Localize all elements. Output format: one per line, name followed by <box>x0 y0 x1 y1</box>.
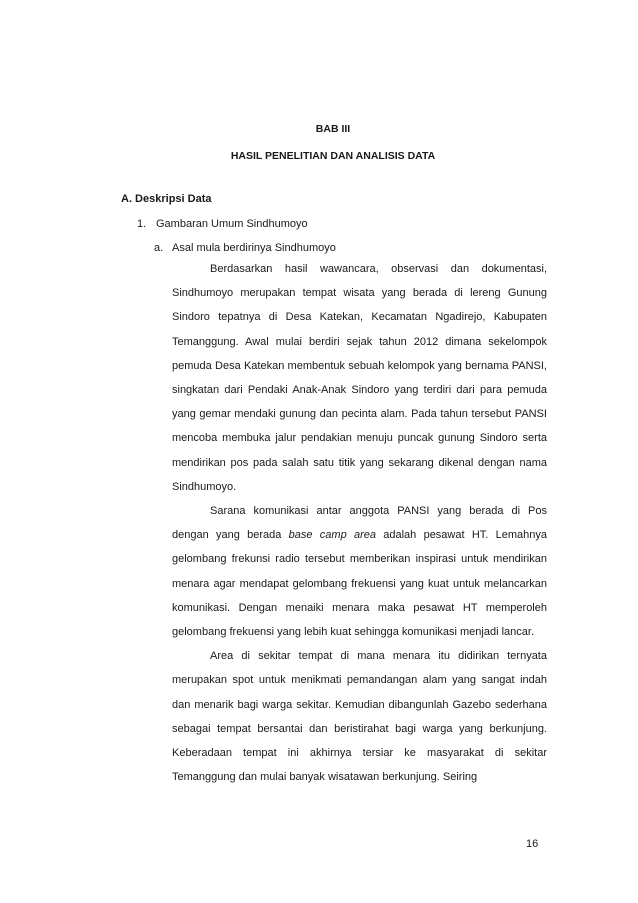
subsection-title: Gambaran Umum Sindhumoyo <box>156 218 308 230</box>
italic-term: base camp area <box>288 529 376 542</box>
paragraph <box>172 499 547 644</box>
paragraph: Berdasarkan hasil wawancara, observasi dan dokumentasi, Sindhumoyo merupakan tempat wisata yang berada di lereng Gunung Sindoro tepatnya di Desa Katekan, Kecamatan Ngadirejo, Kabupaten Temanggung. Awal mulai berdiri sejak tahun 2012 dimana sekelompok pemuda Desa Katekan membentuk sebuah kelompok yang bernama PANSI, singkatan dari Pendaki Anak-Anak Sindoro yang terdiri dari para pemuda yang gemar mendaki gunung dan pecinta alam. Pada tahun tersebut PANSI mencoba membuka jalur pendakian menuju puncak gunung Sindoro serta mendirikan pos pada salah satu titik yang sekarang dikenal dengan nama Sindhumoyo. <box>172 263 547 493</box>
section-heading: A. Deskripsi Data <box>121 193 212 205</box>
subsection-heading <box>137 218 308 230</box>
subsubsection-heading <box>154 242 336 254</box>
paragraph-text: Sarana komunikasi antar anggota PANSI yang berada di Pos dengan yang berada <box>172 505 547 542</box>
body-text <box>172 257 547 789</box>
paragraph: Area di sekitar tempat di mana menara itu didirikan ternyata merupakan spot untuk menikmati pemandangan alam yang sangat indah dan menarik bagi warga sekitar. Kemudian dibangunlah Gazebo sederhana sebagai tempat bersantai dan beristirahat bagi warga yang berkunjung. Keberadaan tempat ini akhirnya tersiar ke masyarakat di sekitar Temanggung dan mulai banyak wisatawan berkunjung. Seiring <box>172 650 547 784</box>
subsubsection-letter: a. <box>154 242 164 254</box>
chapter-title: HASIL PENELITIAN DAN ANALISIS DATA <box>230 150 436 162</box>
subsubsection-title: Asal mula berdirinya Sindhumoyo <box>172 242 336 254</box>
chapter-number: BAB III <box>315 123 351 135</box>
paragraph-text: adalah pesawat HT. Lemahnya gelombang frekunsi radio tersebut memberikan inspirasi untuk mendirikan menara agar mendapat gelombang frekuensi yang kuat untuk melancarkan komunikasi. Dengan menaiki menara maka pesawat HT memperoleh gelombang frekuensi yang lebih kuat sehingga komunikasi menjadi lancar. <box>172 529 547 639</box>
page-number: 16 <box>526 838 539 850</box>
subsection-number: 1. <box>137 218 147 230</box>
